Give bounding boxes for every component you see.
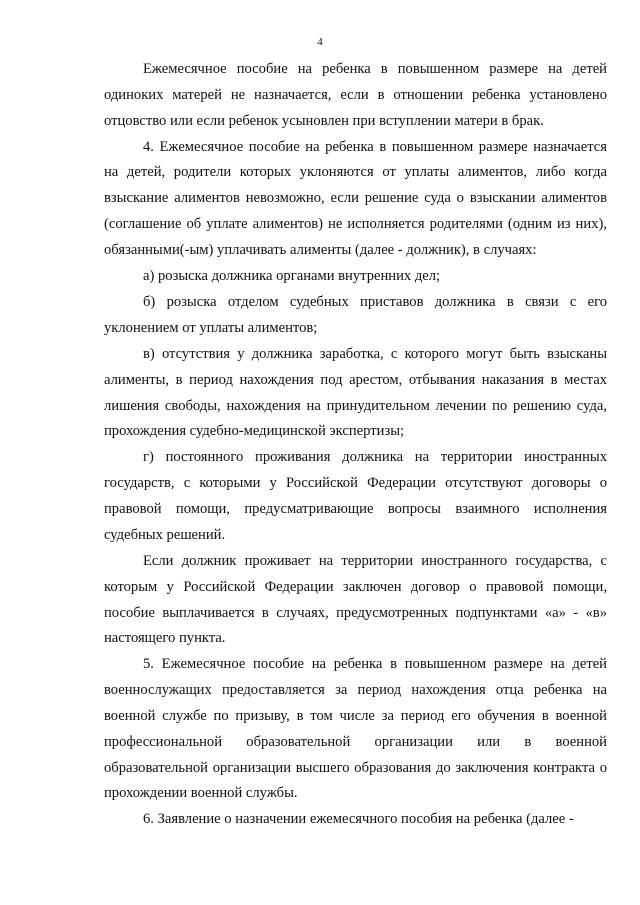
document-body bbox=[104, 57, 607, 833]
paragraph-item-5: 5. Ежемесячное пособие на ребенка в повышенном размере на детей военнослужащих предоставляется за период нахождения отца ребенка на военной службе по призыву, в том числе за период его обучения в военной профессиональной образовательной организации или в военной образовательной организации высшего образования до заключения контракта о прохождении военной службы. bbox=[104, 656, 607, 802]
paragraph-single-mothers: Ежемесячное пособие на ребенка в повышенном размере на детей одиноких матерей не назначается, если в отношении ребенка установлено отцовство или если ребенок усыновлен при вступлении матери в брак. bbox=[104, 61, 607, 129]
subitem-b: б) розыска отделом судебных приставов должника в связи с его уклонением от уплаты алиментов; bbox=[104, 294, 607, 336]
subitem-g: г) постоянного проживания должника на территории иностранных государств, с которыми у Российской Федерации отсутствуют договоры о правовой помощи, предусматривающие вопросы взаимного исполнения судебных решений. bbox=[104, 449, 607, 543]
paragraph-item-4: 4. Ежемесячное пособие на ребенка в повышенном размере назначается на детей, родители которых уклоняются от уплаты алиментов, либо когда взыскание алиментов невозможно, если решение суда о взыскании алиментов (соглашение об уплате алиментов) не исполняется родителями (одним из них), обязанными(-ым) уплачивать алименты (далее - должник), в случаях: bbox=[104, 138, 607, 258]
paragraph-item-6: 6. Заявление о назначении ежемесячного пособия на ребенка (далее - bbox=[143, 811, 574, 828]
paragraph-foreign-state: Если должник проживает на территории иностранного государства, с которым у Российской Федерации заключен договор о правовой помощи, пособие выплачивается в случаях, предусмотренных подпунктами «а» - «в» настоящего пункта. bbox=[104, 552, 607, 647]
subitem-v: в) отсутствия у должника заработка, с которого могут быть взысканы алименты, в период нахождения под арестом, отбывания наказания в местах лишения свободы, нахождения на принудительном лечении по решению суда, прохождения судебно-медицинской экспертизы; bbox=[104, 345, 607, 440]
page-number: 4 bbox=[317, 36, 323, 48]
subitem-a: а) розыска должника органами внутренних дел; bbox=[143, 267, 441, 284]
